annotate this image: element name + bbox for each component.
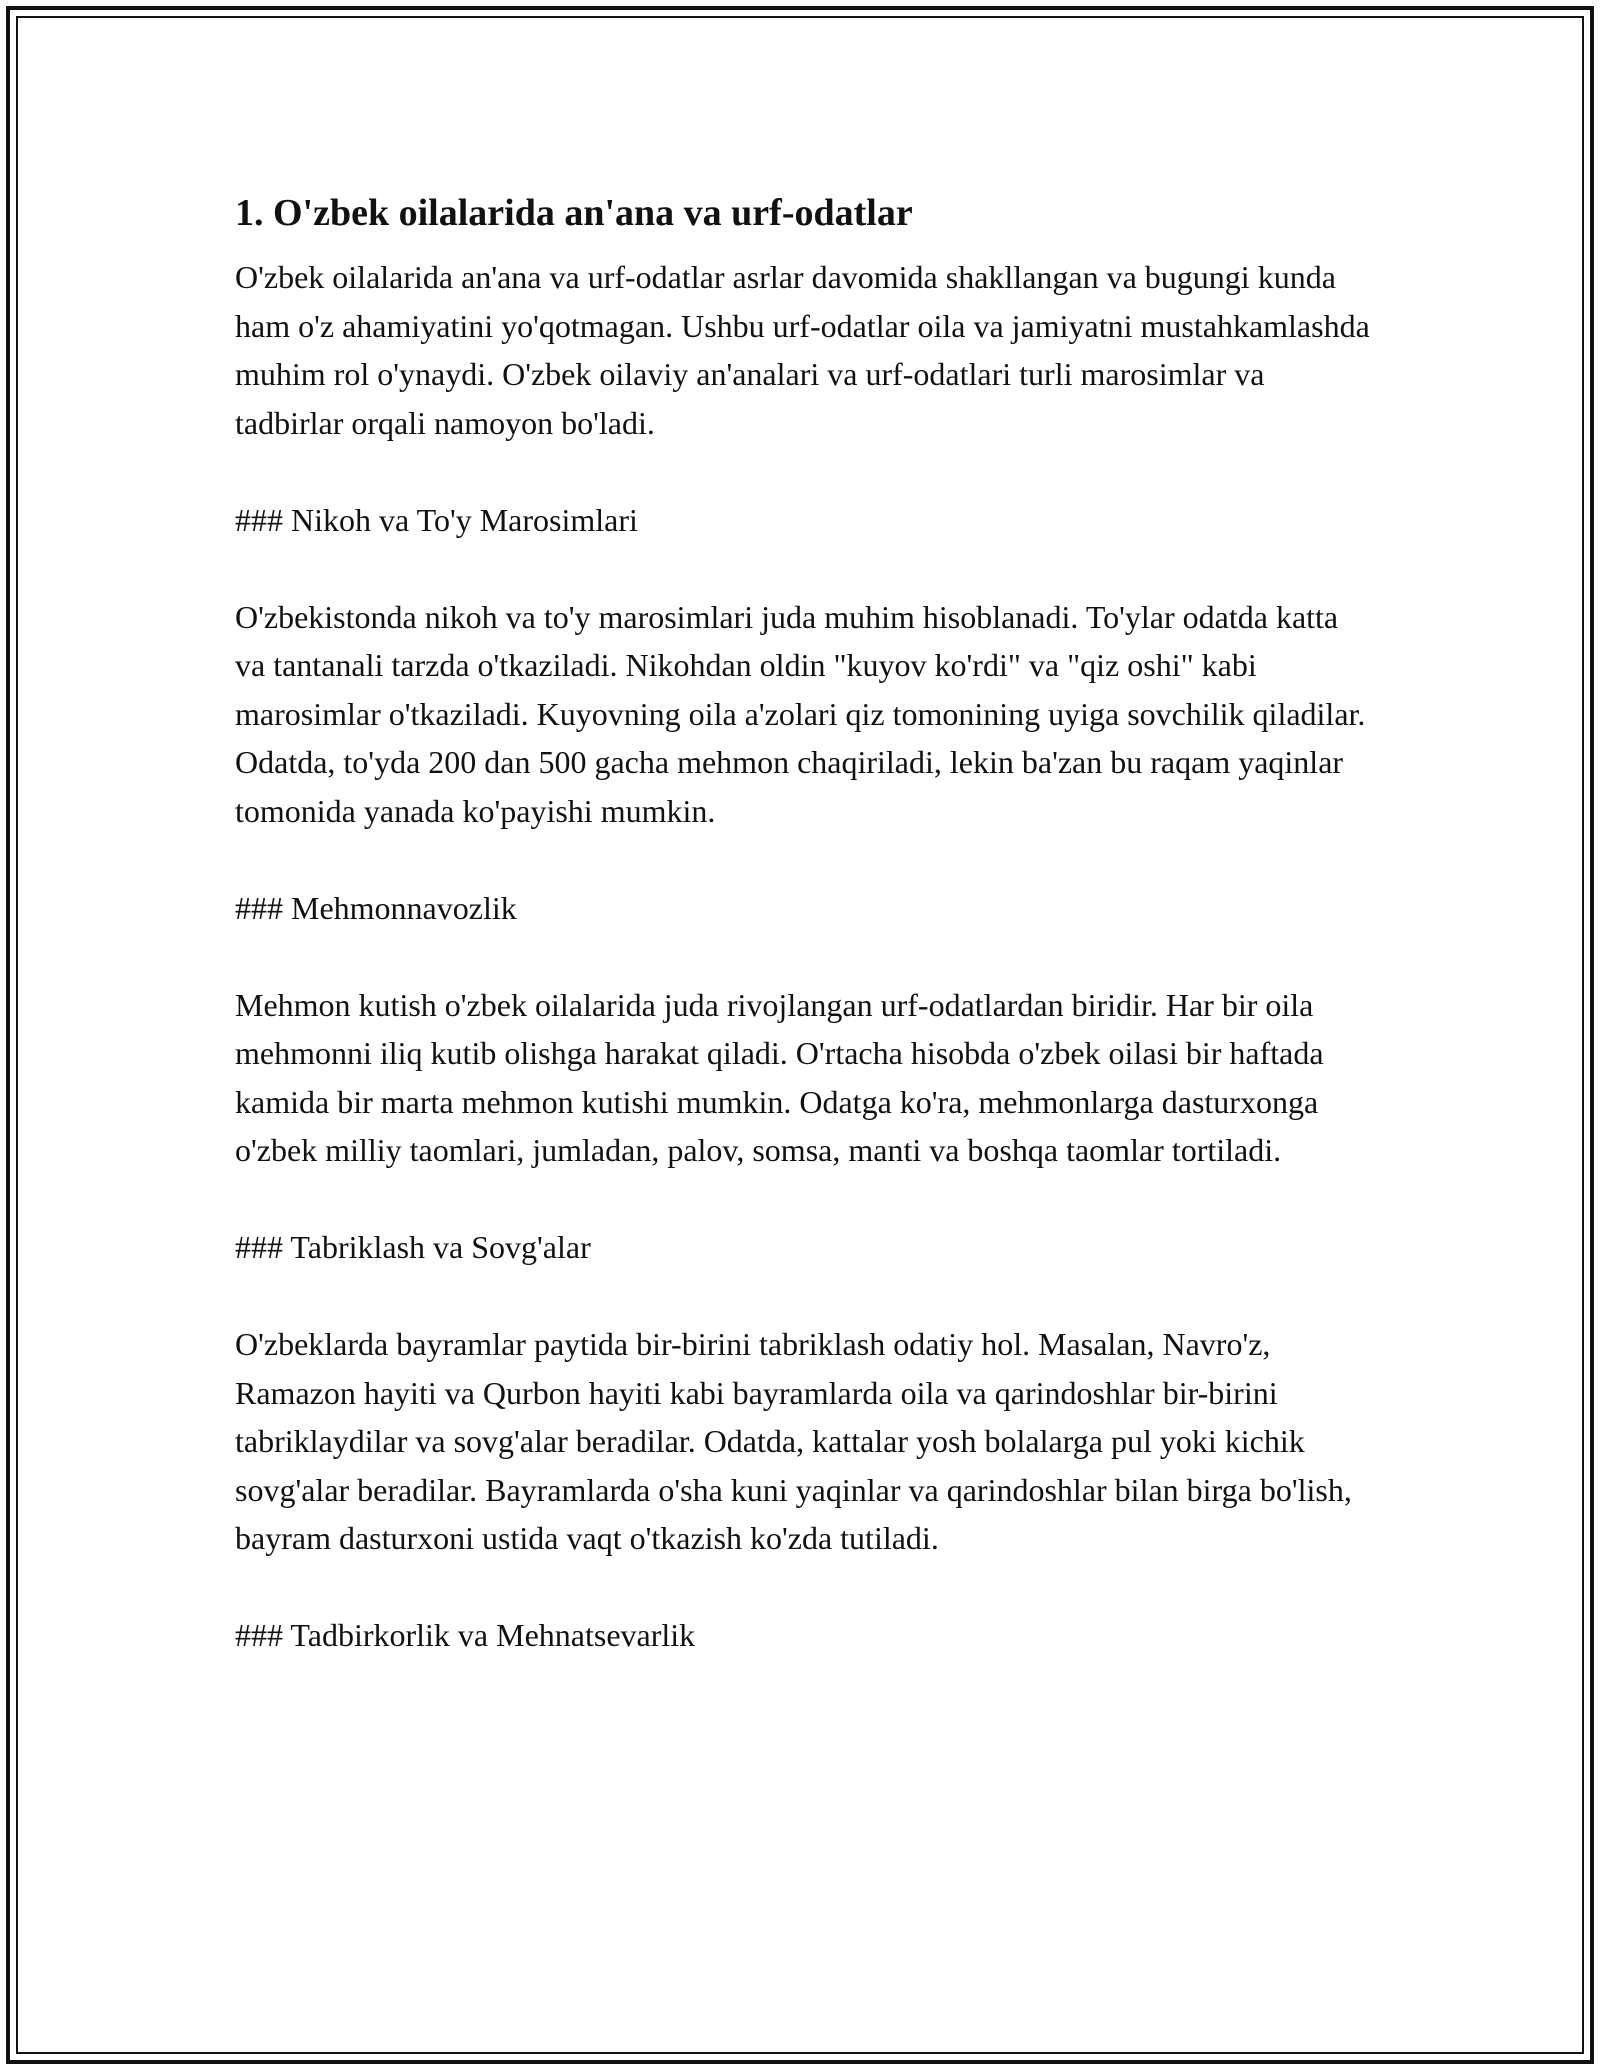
subheading-mehmonnavozlik: ### Mehmonnavozlik [235,889,517,926]
paragraph-tabriklash: O'zbeklarda bayramlar paytida bir-birini tabriklash odatiy hol. Masalan, Navro'z, Ramazon hayiti va Qurbon hayiti kabi bayramlarda oila va qarindoshlar bir-birini tabriklaydilar va sovg'alar beradilar. Odatda, kattalar yosh bolalarga pul yoki kichik sovg'alar beradilar. Bayramlarda o'sha kuni yaqinlar va qarindoshlar bilan birga bo'lish, bayram dasturxoni ustida vaqt o'tkazish ko'zda tutiladi. [235,1326,1352,1556]
subheading-nikoh: ### Nikoh va To'y Marosimlari [235,501,638,538]
subheading-tadbirkorlik: ### Tadbirkorlik va Mehnatsevarlik [235,1617,696,1653]
subheading-tabriklash: ### Tabriklash va Sovg'alar [235,1229,591,1265]
document-body [235,185,1370,1708]
paragraph-mehmonnavozlik: Mehmon kutish o'zbek oilalarida juda rivojlangan urf-odatlardan biridir. Har bir oila mehmonni iliq kutib olishga harakat qiladi. O'rtacha hisobda o'zbek oilasi bir haftada kamida bir marta mehmon kutishi mumkin. Odatga ko'ra, mehmonlarga dasturxonga o'zbek milliy taomlari, jumladan, palov, somsa, manti va boshqa taomlar tortiladi. [235,986,1324,1168]
paragraph-nikoh: O'zbekistonda nikoh va to'y marosimlari juda muhim hisoblanadi. To'ylar odatda katta va tantanali tarzda o'tkaziladi. Nikohdan oldin "kuyov ko'rdi" va "qiz oshi" kabi marosimlar o'tkaziladi. Kuyovning oila a'zolari qiz tomonining uyiga sovchilik qiladilar. Odatda, to'yda 200 dan 500 gacha mehmon chaqiriladi, lekin ba'zan bu raqam yaqinlar tomonida yanada ko'payishi mumkin. [235,598,1366,829]
paragraph-intro: O'zbek oilalarida an'ana va urf-odatlar asrlar davomida shakllangan va bugungi kunda ham o'z ahamiyatini yo'qotmagan. Ushbu urf-odatlar oila va jamiyatni mustahkamlashda muhim rol o'ynaydi. O'zbek oilaviy an'analari va urf-odatlari turli marosimlar va tadbirlar orqali namoyon bo'ladi. [235,259,1370,441]
document-title: 1. O'zbek oilalarida an'ana va urf-odatlar [235,192,913,234]
